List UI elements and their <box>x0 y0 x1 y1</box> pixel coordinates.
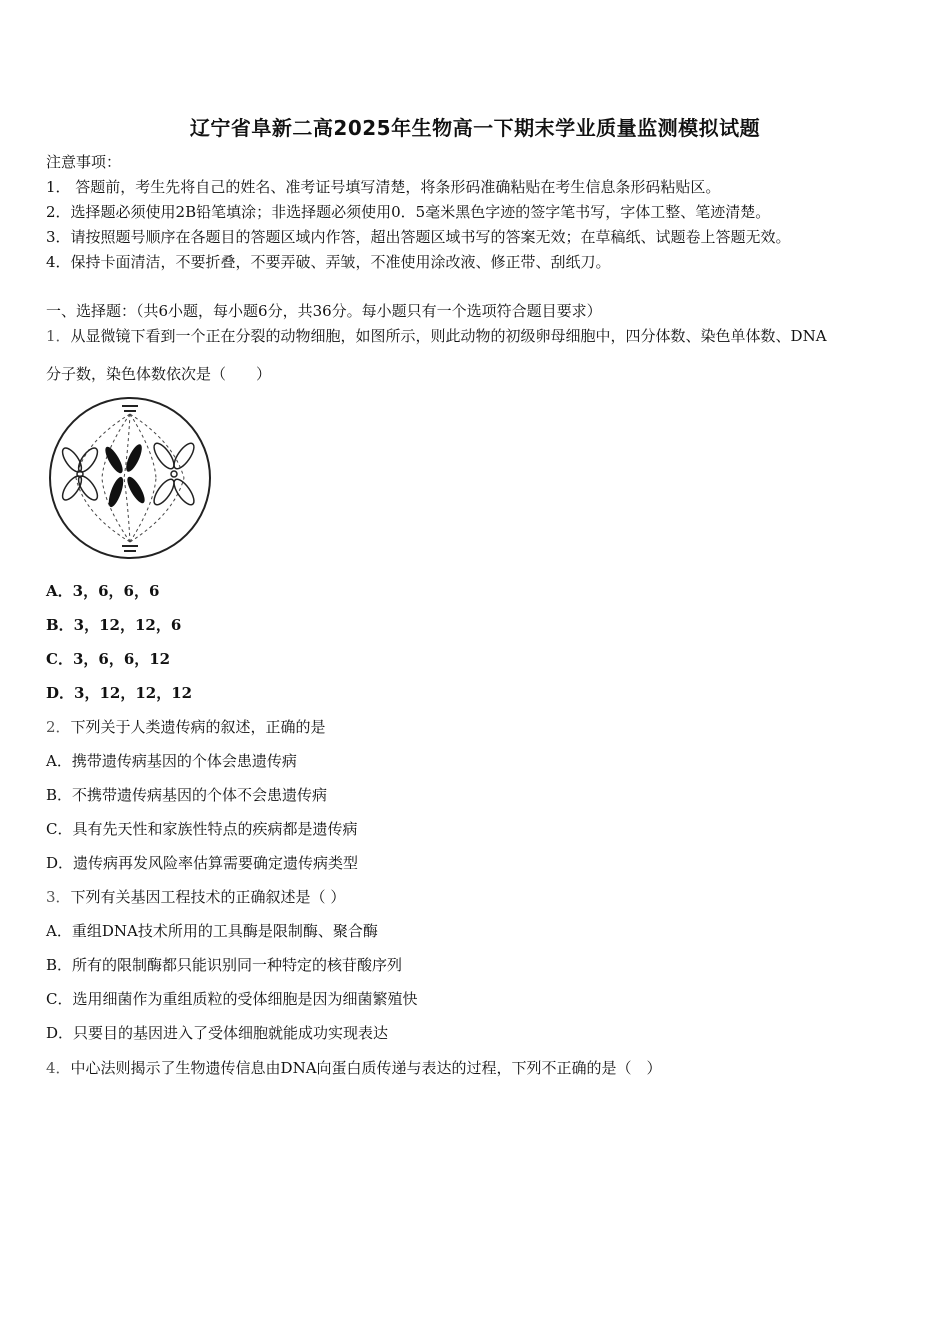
option-d: D．遗传病再发风险率估算需要确定遗传病类型 <box>46 854 359 872</box>
question-text-continued: 分子数，染色体数依次是（ ） <box>46 365 272 383</box>
notice-item: 1． 答题前，考生先将自己的姓名、准考证号填写清楚，将条形码准确粘贴在考生信息条形码粘贴区。 <box>46 178 721 196</box>
option-b: B．3，12，12，6 <box>46 616 182 634</box>
option-c: C．具有先天性和家族性特点的疾病都是遗传病 <box>46 820 358 838</box>
question-number: 2． <box>46 718 71 736</box>
cell-division-figure <box>44 392 216 564</box>
option-b: B．所有的限制酶都只能识别同一种特定的核苷酸序列 <box>46 956 403 974</box>
question-2 <box>46 717 326 737</box>
notice-heading: 注意事项： <box>46 153 122 171</box>
option-d: D．只要目的基因进入了受体细胞就能成功实现表达 <box>46 1024 389 1042</box>
option-a: A．携带遗传病基因的个体会患遗传病 <box>46 752 297 770</box>
question-4 <box>46 1058 662 1078</box>
question-number: 4． <box>46 1059 71 1077</box>
option-a: A．3，6，6，6 <box>46 582 160 600</box>
option-c: C．3，6，6，12 <box>46 650 171 668</box>
question-text: 下列有关基因工程技术的正确叙述是（ ） <box>70 888 346 906</box>
option-a: A．重组DNA技术所用的工具酶是限制酶、聚合酶 <box>46 922 378 940</box>
section-heading: 一、选择题：（共6小题，每小题6分，共36分。每小题只有一个选项符合题目要求） <box>46 302 602 320</box>
question-text: 从显微镜下看到一个正在分裂的动物细胞，如图所示，则此动物的初级卵母细胞中，四分体数、染色单体数、DNA <box>70 327 827 345</box>
page-title: 辽宁省阜新二高2025年生物高一下期末学业质量监测模拟试题 <box>189 116 761 140</box>
question-text: 中心法则揭示了生物遗传信息由DNA向蛋白质传递与表达的过程，下列不正确的是（ ） <box>70 1059 662 1077</box>
question-1 <box>46 326 827 346</box>
question-text: 下列关于人类遗传病的叙述，正确的是 <box>70 718 326 736</box>
question-3 <box>46 887 345 907</box>
option-b: B．不携带遗传病基因的个体不会患遗传病 <box>46 786 328 804</box>
option-c: C．选用细菌作为重组质粒的受体细胞是因为细菌繁殖快 <box>46 990 418 1008</box>
question-number: 1． <box>46 327 71 345</box>
notice-item: 2．选择题必须使用2B铅笔填涂；非选择题必须使用0．5毫米黑色字迹的签字笔书写，字体工整、笔迹清楚。 <box>46 203 771 221</box>
question-number: 3． <box>46 888 71 906</box>
option-d: D．3，12，12，12 <box>46 684 193 702</box>
notice-item: 4．保持卡面清洁，不要折叠，不要弄破、弄皱，不准使用涂改液、修正带、刮纸刀。 <box>46 253 611 271</box>
notice-item: 3．请按照题号顺序在各题目的答题区域内作答，超出答题区域书写的答案无效；在草稿纸、试题卷上答题无效。 <box>46 228 791 246</box>
